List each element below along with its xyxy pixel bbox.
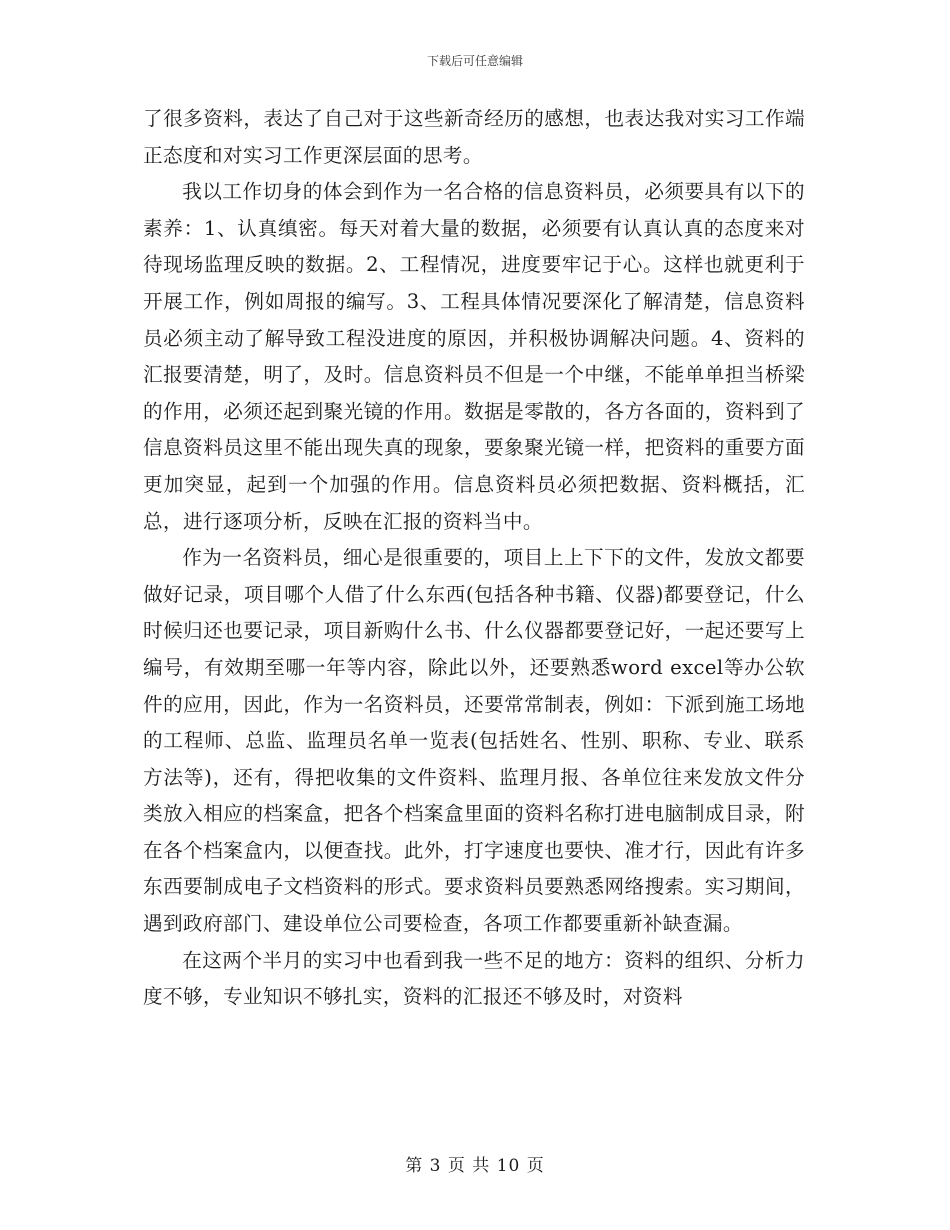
document-body	[143, 101, 805, 1016]
paragraph-continuation: 了很多资料，表达了自己对于这些新奇经历的感想，也表达我对实习工作端正态度和对实习工作更深层面的思考。	[143, 107, 805, 167]
paragraph-duties: 作为一名资料员，细心是很重要的，项目上上下下的文件，发放文都要做好记录，项目哪个人借了什么东西(包括各种书籍、仪器)都要登记，什么时候归还也要记录，项目新购什么书、什么仪器都要登记好，一起还要写上编号，有效期至哪一年等内容，除此以外，还要熟悉word excel等办公软件的应用，因此，作为一名资料员，还要常常制表，例如：下派到施工场地的工程师、总监、监理员名单一览表(包括姓名、性别、职称、专业、联系方法等)，还有，得把收集的文件资料、监理月报、各单位往来发放文件分类放入相应的档案盒，把各个档案盒里面的资料名称打进电脑制成目录，附在各个档案盒内，以便查找。此外，打字速度也要快、准才行，因此有许多东西要制成电子文档资料的形式。要求资料员要熟悉网络搜索。实习期间，遇到政府部门、建设单位公司要检查，各项工作都要重新补缺查漏。	[143, 546, 805, 936]
paragraph-qualities: 我以工作切身的体会到作为一名合格的信息资料员，必须要具有以下的素养：1、认真缜密。每天对着大量的数据，必须要有认真认真的态度来对待现场监理反映的数据。2、工程情况，进度要牢记于心。这样也就更利于开展工作，例如周报的编写。3、工程具体情况要深化了解清楚，信息资料员必须主动了解导致工程没进度的原因，并积极协调解决问题。4、资料的汇报要清楚，明了，及时。信息资料员不但是一个中继，不能单单担当桥梁的作用，必须还起到聚光镜的作用。数据是零散的，各方各面的，资料到了信息资料员这里不能出现失真的现象，要象聚光镜一样，把资料的重要方面更加突显，起到一个加强的作用。信息资料员必须把数据、资料概括，汇总，进行逐项分析，反映在汇报的资料当中。	[143, 180, 805, 533]
page-number-footer: 第 3 页 共 10 页	[405, 1156, 545, 1176]
page-header: 下载后可任意编辑	[426, 54, 523, 68]
paragraph-shortcomings: 在这两个半月的实习中也看到我一些不足的地方：资料的组织、分析力度不够，专业知识不够扎实，资料的汇报还不够及时，对资料	[143, 948, 805, 1009]
